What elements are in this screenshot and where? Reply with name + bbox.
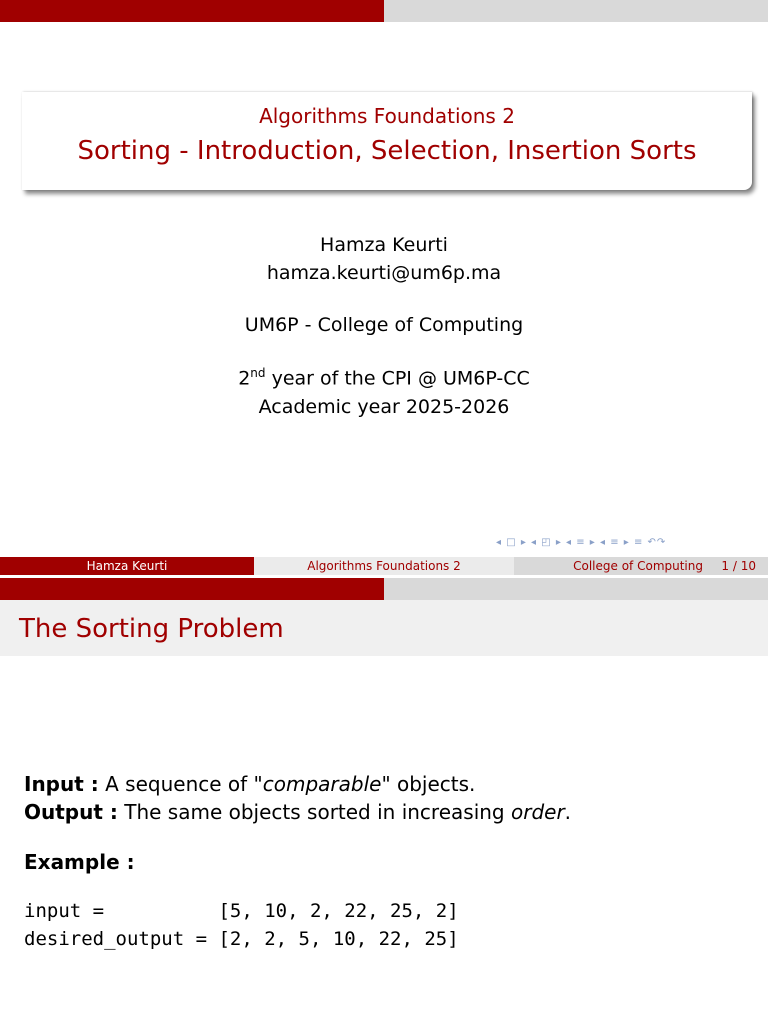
sorting-problem-slide	[0, 578, 768, 1024]
presentation-subtitle: Algorithms Foundations 2	[259, 104, 515, 128]
presentation-title: Sorting - Introduction, Selection, Insertion Sorts	[77, 136, 697, 166]
output-definition	[24, 800, 571, 824]
input-definition	[24, 772, 475, 796]
top-bar-gray	[384, 0, 768, 22]
input-text-b: " objects.	[381, 772, 476, 796]
code-line-desired-output: desired_output = [2, 2, 5, 10, 22, 25]	[24, 928, 459, 950]
year-number: 2	[238, 367, 251, 390]
slide-footer	[0, 557, 768, 575]
year-text: year of the CPI @ UM6P-CC	[265, 367, 530, 390]
title-box	[22, 92, 752, 190]
author-email: hamza.keurti@um6p.ma	[266, 262, 502, 284]
study-year	[0, 366, 768, 389]
footer-right	[514, 557, 768, 575]
footer-page-number: 1 / 10	[721, 559, 756, 573]
output-text-b: .	[564, 800, 572, 824]
slide-top-bar	[0, 578, 768, 600]
slide-top-bar	[0, 0, 768, 22]
academic-year: Academic year 2025-2026	[258, 396, 510, 418]
top-bar-gray	[384, 578, 768, 600]
output-text-a: The same objects sorted in increasing	[117, 800, 511, 824]
beamer-navigation-icons[interactable]: ◂ □ ▸ ◂ ◰ ▸ ◂ ≡ ▸ ◂ ≡ ▸ ≡ ↶↷	[496, 537, 667, 548]
author-name: Hamza Keurti	[320, 234, 448, 256]
output-label: Output :	[24, 800, 118, 824]
top-bar-red	[0, 578, 384, 600]
example-label: Example :	[24, 850, 135, 874]
top-bar-red	[0, 0, 384, 22]
input-text-emphasis: comparable	[262, 772, 382, 796]
frame-title: The Sorting Problem	[19, 614, 284, 644]
institute: UM6P - College of Computing	[244, 314, 524, 336]
input-label: Input :	[24, 772, 99, 796]
footer-author: Hamza Keurti	[0, 557, 254, 575]
frame-title-bar	[0, 600, 768, 656]
input-text-a: A sequence of "	[98, 772, 263, 796]
year-ordinal: nd	[250, 366, 266, 380]
footer-college: College of Computing	[573, 559, 703, 573]
footer-course: Algorithms Foundations 2	[254, 557, 514, 575]
code-line-input: input = [5, 10, 2, 22, 25, 2]	[24, 900, 459, 922]
output-text-emphasis: order	[510, 800, 565, 824]
